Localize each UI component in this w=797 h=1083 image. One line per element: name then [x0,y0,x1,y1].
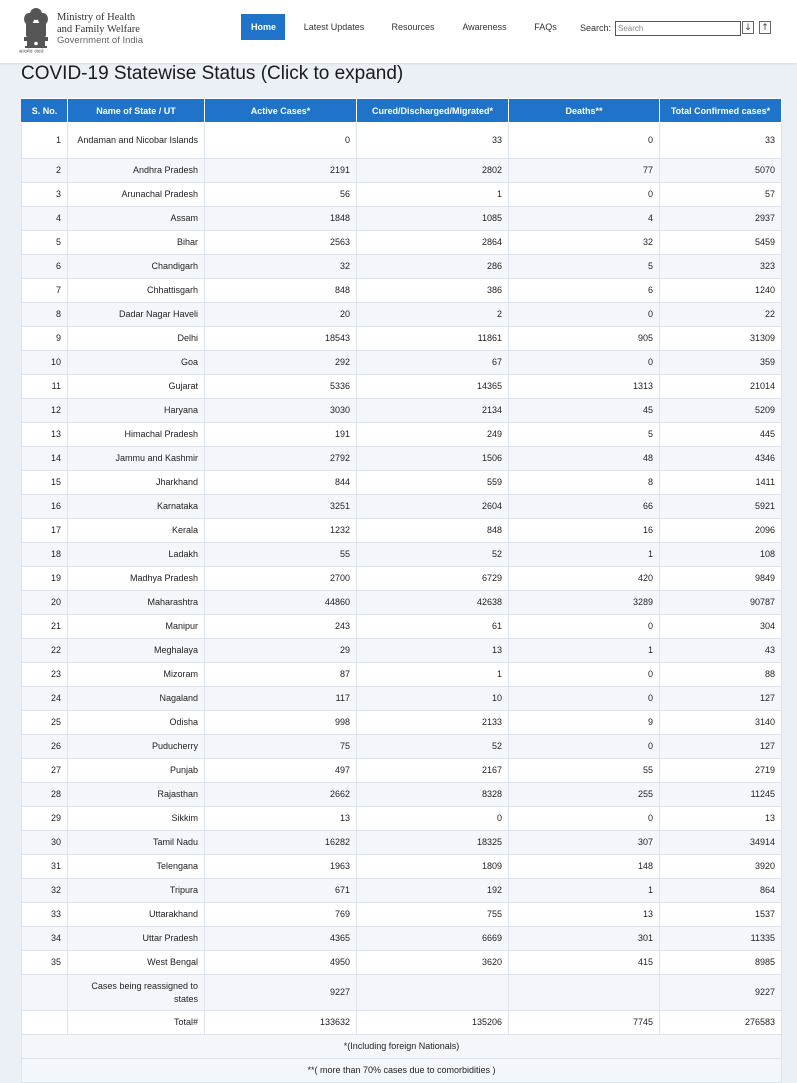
table-row[interactable] [22,351,782,375]
cell-state: Jharkhand [68,471,205,495]
cell-deaths: 0 [509,183,660,207]
cell-sno [22,1011,68,1035]
cell-sno: 1 [22,123,68,159]
cell-deaths: 4 [509,207,660,231]
cell-sno: 11 [22,375,68,399]
cell-cured: 848 [357,519,509,543]
table-row[interactable] [22,879,782,903]
cell-active: 2563 [205,231,357,255]
cell-cured: 135206 [357,1011,509,1035]
cell-sno: 2 [22,159,68,183]
table-row[interactable] [22,759,782,783]
ministry-line-2: and Family Welfare [57,23,140,35]
total-row[interactable] [22,1011,782,1035]
cell-deaths: 9 [509,711,660,735]
cell-deaths: 1313 [509,375,660,399]
cell-state: Madhya Pradesh [68,567,205,591]
national-emblem-icon[interactable] [21,6,51,52]
cell-state: Jammu and Kashmir [68,447,205,471]
cell-total: 445 [660,423,782,447]
table-row[interactable] [22,279,782,303]
cell-cured: 386 [357,279,509,303]
cell-deaths: 3289 [509,591,660,615]
table-row[interactable] [22,423,782,447]
cell-active: 87 [205,663,357,687]
cell-cured: 52 [357,735,509,759]
cell-deaths: 77 [509,159,660,183]
table-row[interactable] [22,615,782,639]
cell-deaths [509,975,660,1011]
cell-sno: 34 [22,927,68,951]
nav-faqs[interactable]: FAQs [534,22,557,32]
cell-sno: 24 [22,687,68,711]
cell-state: Total# [68,1011,205,1035]
cell-cured: 8328 [357,783,509,807]
cell-sno: 27 [22,759,68,783]
reassign-row[interactable] [22,975,782,1011]
cell-state: Haryana [68,399,205,423]
cell-state: Goa [68,351,205,375]
cell-active: 3030 [205,399,357,423]
cell-sno: 19 [22,567,68,591]
cell-sno: 23 [22,663,68,687]
cell-active: 4365 [205,927,357,951]
cell-cured: 33 [357,123,509,159]
table-row[interactable] [22,951,782,975]
ministry-name[interactable] [57,12,143,47]
cell-cured: 1 [357,183,509,207]
cell-active: 4950 [205,951,357,975]
cell-cured: 6669 [357,927,509,951]
cell-deaths: 0 [509,303,660,327]
cell-sno: 26 [22,735,68,759]
cell-cured: 2134 [357,399,509,423]
cell-sno: 3 [22,183,68,207]
government-line: Government of India [57,35,144,46]
cell-active: 5336 [205,375,357,399]
cell-cured: 11861 [357,327,509,351]
cell-deaths: 1 [509,543,660,567]
cell-cured: 2802 [357,159,509,183]
cell-total: 359 [660,351,782,375]
cell-total: 5459 [660,231,782,255]
cell-sno: 16 [22,495,68,519]
cell-active: 1232 [205,519,357,543]
cell-total: 13 [660,807,782,831]
table-row[interactable] [22,663,782,687]
cell-deaths: 13 [509,903,660,927]
cell-sno: 10 [22,351,68,375]
cell-total: 5209 [660,399,782,423]
table-row[interactable] [22,255,782,279]
cell-deaths: 1 [509,639,660,663]
cell-sno: 18 [22,543,68,567]
cell-sno: 14 [22,447,68,471]
cell-cured: 1809 [357,855,509,879]
cell-deaths: 0 [509,663,660,687]
cell-total: 11335 [660,927,782,951]
cell-active: 2191 [205,159,357,183]
cell-active: 9227 [205,975,357,1011]
cell-state: Kerala [68,519,205,543]
cell-active: 497 [205,759,357,783]
cell-sno: 31 [22,855,68,879]
cell-sno: 33 [22,903,68,927]
cell-deaths: 415 [509,951,660,975]
cell-state: Rajasthan [68,783,205,807]
cell-state: Chandigarh [68,255,205,279]
cell-sno: 29 [22,807,68,831]
cell-active: 56 [205,183,357,207]
cell-total: 31309 [660,327,782,351]
cell-active: 75 [205,735,357,759]
cell-state: Punjab [68,759,205,783]
table-row[interactable] [22,159,782,183]
site-header [0,0,797,63]
cell-deaths: 420 [509,567,660,591]
cell-total: 4346 [660,447,782,471]
cell-deaths: 0 [509,807,660,831]
cell-sno: 12 [22,399,68,423]
cell-total: 34914 [660,831,782,855]
cell-total: 3140 [660,711,782,735]
cell-deaths: 1 [509,879,660,903]
cell-state: Arunachal Pradesh [68,183,205,207]
cell-cured: 2 [357,303,509,327]
cell-cured [357,975,509,1011]
table-row[interactable] [22,639,782,663]
cell-total: 5921 [660,495,782,519]
cell-sno: 13 [22,423,68,447]
cell-state: Mizoram [68,663,205,687]
cell-total: 90787 [660,591,782,615]
cell-total: 9849 [660,567,782,591]
search-label: Search: [580,23,612,33]
cell-sno [22,975,68,1011]
cell-state: Manipur [68,615,205,639]
cell-total: 9227 [660,975,782,1011]
cell-deaths: 45 [509,399,660,423]
cell-state: Uttarakhand [68,903,205,927]
cell-state: Karnataka [68,495,205,519]
cell-cured: 14365 [357,375,509,399]
cell-deaths: 148 [509,855,660,879]
cell-state: Tripura [68,879,205,903]
cell-deaths: 905 [509,327,660,351]
page-title[interactable]: COVID-19 Statewise Status (Click to expand) [21,63,404,84]
header-total[interactable]: Total Confirmed cases* [660,99,782,123]
cell-state: Himachal Pradesh [68,423,205,447]
cell-active: 18543 [205,327,357,351]
nav-resources[interactable]: Resources [391,22,435,32]
header-deaths[interactable]: Deaths** [509,99,660,123]
cell-active: 44860 [205,591,357,615]
table-header-row [22,99,782,123]
cell-active: 292 [205,351,357,375]
cell-total: 1411 [660,471,782,495]
cell-total: 88 [660,663,782,687]
table-row[interactable] [22,375,782,399]
cell-active: 29 [205,639,357,663]
nav-home[interactable]: Home [241,14,285,40]
table-row[interactable] [22,687,782,711]
cell-state: Uttar Pradesh [68,927,205,951]
cell-total: 11245 [660,783,782,807]
cell-cured: 755 [357,903,509,927]
cell-sno: 22 [22,639,68,663]
cell-total: 127 [660,735,782,759]
cell-deaths: 55 [509,759,660,783]
cell-deaths: 6 [509,279,660,303]
cell-state: Nagaland [68,687,205,711]
cell-active: 2700 [205,567,357,591]
cell-state: Cases being reassigned to states [68,975,205,1011]
cell-cured: 6729 [357,567,509,591]
cell-deaths: 7745 [509,1011,660,1035]
cell-deaths: 5 [509,255,660,279]
cell-sno: 35 [22,951,68,975]
cell-active: 16282 [205,831,357,855]
cell-state: Bihar [68,231,205,255]
cell-deaths: 0 [509,123,660,159]
cell-total: 864 [660,879,782,903]
cell-sno: 4 [22,207,68,231]
cell-deaths: 0 [509,687,660,711]
cell-active: 3251 [205,495,357,519]
table-row[interactable] [22,543,782,567]
cell-deaths: 255 [509,783,660,807]
cell-sno: 20 [22,591,68,615]
cell-cured: 1 [357,663,509,687]
cell-state: Ladakh [68,543,205,567]
table-row[interactable] [22,495,782,519]
table-row[interactable] [22,735,782,759]
cell-sno: 7 [22,279,68,303]
cell-cured: 13 [357,639,509,663]
cell-cured: 249 [357,423,509,447]
cell-total: 3920 [660,855,782,879]
cell-cured: 192 [357,879,509,903]
cell-cured: 559 [357,471,509,495]
cell-total: 304 [660,615,782,639]
cell-active: 671 [205,879,357,903]
cell-active: 844 [205,471,357,495]
header-state[interactable]: Name of State / UT [68,99,205,123]
cell-active: 1848 [205,207,357,231]
cell-state: Andaman and Nicobar Islands [68,123,205,159]
cell-state: West Bengal [68,951,205,975]
header-sno[interactable]: S. No. [22,99,68,123]
cell-cured: 3620 [357,951,509,975]
cell-state: Maharashtra [68,591,205,615]
cell-total: 2937 [660,207,782,231]
cell-active: 191 [205,423,357,447]
table-row[interactable] [22,831,782,855]
search-input[interactable] [615,21,741,36]
table-row[interactable] [22,303,782,327]
table-body [22,123,782,1083]
cell-state: Dadar Nagar Haveli [68,303,205,327]
cell-total: 33 [660,123,782,159]
cell-sno: 6 [22,255,68,279]
table-row[interactable] [22,123,782,159]
cell-active: 2662 [205,783,357,807]
table-row[interactable] [22,207,782,231]
cell-cured: 42638 [357,591,509,615]
cell-total: 2719 [660,759,782,783]
cell-total: 108 [660,543,782,567]
cell-state: Tamil Nadu [68,831,205,855]
header-cured[interactable]: Cured/Discharged/Migrated* [357,99,509,123]
footnote-text: *(Including foreign Nationals) [22,1035,782,1059]
table-row[interactable] [22,447,782,471]
table-row[interactable] [22,711,782,735]
cell-state: Puducherry [68,735,205,759]
cell-cured: 67 [357,351,509,375]
cell-deaths: 301 [509,927,660,951]
footnote-row [22,1035,782,1059]
cell-cured: 2864 [357,231,509,255]
table-row[interactable] [22,591,782,615]
cell-active: 55 [205,543,357,567]
cell-state: Sikkim [68,807,205,831]
cell-sno: 5 [22,231,68,255]
cell-deaths: 8 [509,471,660,495]
table-row[interactable] [22,327,782,351]
cell-total: 127 [660,687,782,711]
cell-active: 20 [205,303,357,327]
cell-deaths: 48 [509,447,660,471]
cell-sno: 25 [22,711,68,735]
cell-state: Telengana [68,855,205,879]
cell-active: 0 [205,123,357,159]
cell-sno: 32 [22,879,68,903]
cell-cured: 61 [357,615,509,639]
search-next-button[interactable]: ↓ [742,21,754,34]
cell-total: 57 [660,183,782,207]
cell-deaths: 0 [509,351,660,375]
nav-awareness[interactable]: Awareness [462,22,507,32]
cell-deaths: 307 [509,831,660,855]
table-row[interactable] [22,783,782,807]
cell-cured: 0 [357,807,509,831]
cell-cured: 286 [357,255,509,279]
cell-cured: 2167 [357,759,509,783]
cell-state: Assam [68,207,205,231]
cell-total: 22 [660,303,782,327]
table-row[interactable] [22,471,782,495]
cell-deaths: 32 [509,231,660,255]
cell-cured: 10 [357,687,509,711]
cell-deaths: 16 [509,519,660,543]
cell-state: Andhra Pradesh [68,159,205,183]
cell-state: Delhi [68,327,205,351]
cell-active: 769 [205,903,357,927]
cell-deaths: 5 [509,423,660,447]
table-row[interactable] [22,807,782,831]
cell-sno: 30 [22,831,68,855]
cell-cured: 52 [357,543,509,567]
table-row[interactable] [22,231,782,255]
cell-deaths: 0 [509,615,660,639]
footnote-text: **( more than 70% cases due to comorbidities ) [22,1059,782,1083]
cell-cured: 2604 [357,495,509,519]
cell-sno: 21 [22,615,68,639]
statewise-table [21,98,782,1083]
ministry-line-1: Ministry of Health [57,12,136,23]
table-row[interactable] [22,903,782,927]
table-row[interactable] [22,519,782,543]
cell-active: 1963 [205,855,357,879]
cell-state: Meghalaya [68,639,205,663]
cell-total: 1537 [660,903,782,927]
cell-cured: 2133 [357,711,509,735]
cell-sno: 15 [22,471,68,495]
nav-latest-updates[interactable]: Latest Updates [303,22,365,32]
cell-sno: 8 [22,303,68,327]
cell-active: 133632 [205,1011,357,1035]
table-row[interactable] [22,183,782,207]
cell-total: 276583 [660,1011,782,1035]
cell-total: 8985 [660,951,782,975]
cell-cured: 1506 [357,447,509,471]
table-row[interactable] [22,399,782,423]
search-prev-button[interactable]: ↑ [759,21,771,34]
cell-active: 13 [205,807,357,831]
cell-cured: 1085 [357,207,509,231]
cell-total: 5070 [660,159,782,183]
table-row[interactable] [22,855,782,879]
cell-total: 21014 [660,375,782,399]
cell-active: 32 [205,255,357,279]
cell-deaths: 66 [509,495,660,519]
cell-sno: 28 [22,783,68,807]
cell-sno: 17 [22,519,68,543]
cell-active: 998 [205,711,357,735]
cell-state: Gujarat [68,375,205,399]
statewise-table-wrapper [21,98,781,1083]
cell-total: 1240 [660,279,782,303]
cell-active: 117 [205,687,357,711]
emblem-caption: सत्यमेव जयते [19,49,44,55]
cell-active: 2792 [205,447,357,471]
cell-total: 2096 [660,519,782,543]
cell-state: Chhattisgarh [68,279,205,303]
table-row[interactable] [22,567,782,591]
cell-active: 243 [205,615,357,639]
cell-total: 43 [660,639,782,663]
table-row[interactable] [22,927,782,951]
cell-active: 848 [205,279,357,303]
cell-deaths: 0 [509,735,660,759]
cell-cured: 18325 [357,831,509,855]
cell-sno: 9 [22,327,68,351]
cell-state: Odisha [68,711,205,735]
cell-total: 323 [660,255,782,279]
header-active[interactable]: Active Cases* [205,99,357,123]
